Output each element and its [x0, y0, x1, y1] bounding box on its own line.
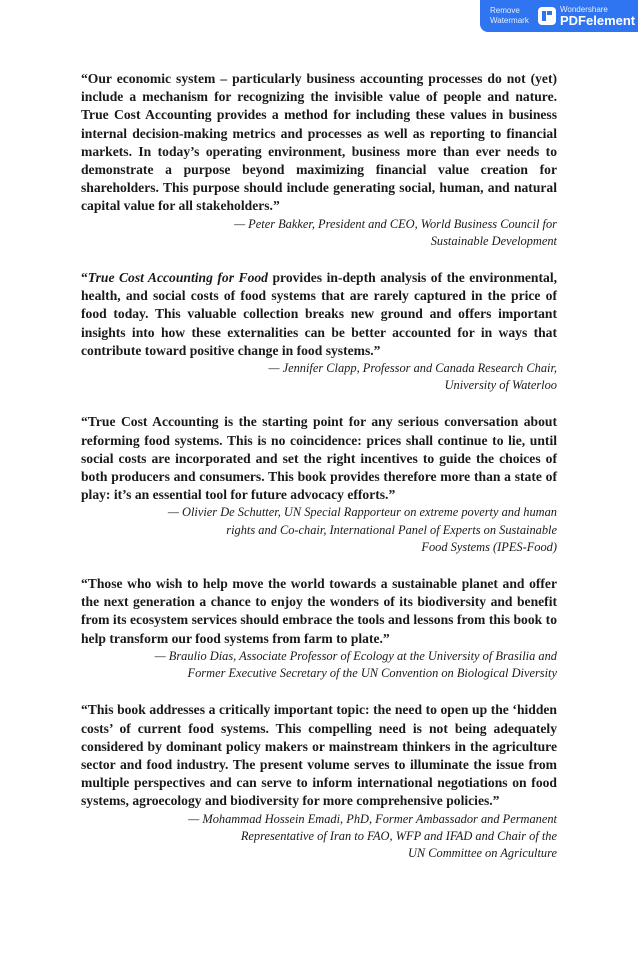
endorsement-attribution — [81, 216, 557, 250]
endorsements-section — [81, 70, 557, 881]
attribution-line: — Braulio Dias, Associate Professor of Ecology at the University of Brasilia and — [154, 648, 557, 663]
brand-big-text: PDFelement — [560, 12, 636, 28]
attribution-line: Former Executive Secretary of the UN Convention on Biological Diversity — [187, 666, 557, 681]
attribution-line: — Peter Bakker, President and CEO, World Business Council for — [234, 216, 557, 231]
endorsement-4 — [81, 575, 557, 682]
endorsement-quote: “Our economic system – particularly business accounting processes do not (yet) include a mechanism for recognizing the invisible value of people and nature. True Cost Accounting provides a method for including these values in business internal decision-making metrics and processes as well as reporting to financial markets. In today’s operating environment, business more than ever needs to demonstrate a purpose beyond maximizing financial value creation for shareholders. This purpose should include generating social, human, and natural capital value for all stakeholders.” — [81, 71, 557, 214]
quote-open-mark: “ — [81, 270, 88, 286]
book-title: True Cost Accounting for Food — [87, 270, 268, 286]
attribution-line: — Olivier De Schutter, UN Special Rapporteur on extreme poverty and human — [167, 505, 557, 520]
endorsement-quote: “Those who wish to help move the world towards a sustainable planet and offer the next generation a chance to enjoy the wonders of its biodiversity and benefit from its ecosystem services should embrace the tools and lessons from this book to help transform our food systems from farm to plate.” — [81, 576, 557, 646]
endorsement-quote: “True Cost Accounting is the starting point for any serious conversation about reforming food systems. This is no coincidence: prices shall continue to lie, until social costs are incorporated and set the right incentives to guide the choices of both producers and consumers. This book provides therefore more than a state of play: it’s an essential tool for future advocacy efforts.” — [81, 414, 557, 503]
remove-watermark-banner[interactable] — [480, 0, 638, 32]
pdfelement-logo-icon — [538, 7, 556, 25]
endorsement-attribution — [81, 811, 557, 863]
endorsement-attribution — [81, 360, 557, 394]
remove-label-line2: Watermark — [490, 16, 529, 25]
attribution-line: Food Systems (IPES-Food) — [421, 539, 557, 554]
attribution-line: UN Committee on Agriculture — [407, 845, 557, 860]
attribution-line: — Jennifer Clapp, Professor and Canada Research Chair, — [268, 361, 557, 376]
attribution-line: rights and Co-chair, International Panel of Experts on Sustainable — [226, 522, 557, 537]
brand-name — [560, 5, 635, 28]
attribution-line: Representative of Iran to FAO, WFP and IFAD and Chair of the — [240, 828, 557, 843]
endorsement-2 — [81, 269, 557, 394]
endorsement-attribution — [81, 504, 557, 556]
endorsement-quote: “This book addresses a critically important topic: the need to open up the ‘hidden costs’ of current food systems. This compelling need is not being adequately considered by dominant policy makers or mainstream thinkers in the agriculture sector and food industry. The present volume serves to illuminate the issue from multiple perspectives and can serve to inform international negotiations on food systems, agroecology and biodiversity for more comprehensive policies.” — [81, 702, 557, 809]
attribution-line: Sustainable Development — [430, 233, 557, 248]
attribution-line: University of Waterloo — [444, 378, 557, 393]
endorsement-3 — [81, 413, 557, 556]
remove-watermark-label — [490, 6, 534, 26]
endorsement-quote — [81, 269, 557, 360]
endorsement-5 — [81, 701, 557, 862]
endorsement-attribution — [81, 648, 557, 682]
quote-body: provides in-depth analysis of the environmental, health, and social costs of food systems that are rarely captured in the price of food today. This valuable collection breaks new ground and offers important insights into how these externalities can be better accounted for in ways that contribute toward positive change in food systems.” — [81, 270, 557, 358]
endorsement-1 — [81, 70, 557, 250]
remove-label-line1: Remove — [490, 6, 520, 15]
brand-small-text: Wondershare — [560, 4, 608, 14]
attribution-line: — Mohammad Hossein Emadi, PhD, Former Ambassador and Permanent — [188, 811, 557, 826]
